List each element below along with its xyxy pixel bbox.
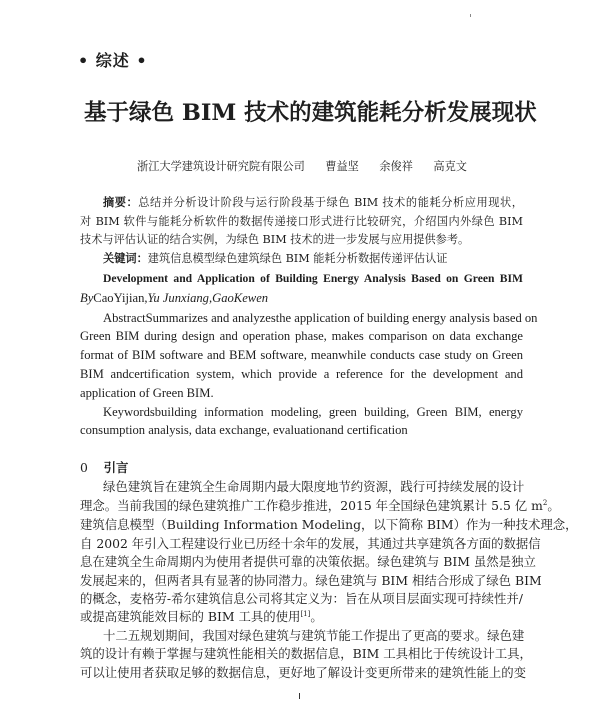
keywords-zh-line [103,253,523,264]
english-abstract-line: Green BIM during design and operation phase, makes comparison on data exchange [80,329,523,343]
author-text: CaoYijian, [93,291,148,305]
body-text: 理念。当前我国的绿色建筑推广工作稳步推进，2015 年全国绿色建筑累计 5.5 亿 m [80,498,543,513]
keywords-text: 建筑信息模型绿色建筑绿色 BIM 能耗分析数据传递评估认证 [147,252,448,265]
author-text-italic: Yu Junxiang,GaoKewen [147,291,269,305]
english-abstract-line: BIM andcertification system, which provide a reference for the development and [80,367,523,381]
affiliation-line [137,158,467,174]
body-line: 十二五规划期间，我国对绿色建筑与建筑节能工作提出了更高的要求。绿色建 [103,628,525,643]
body-text: 或提高建筑能效目标的 BIM 工具的使用 [80,609,301,624]
section-title: 引言 [103,460,129,475]
affiliation-org: 浙江大学建筑设计研究院有限公司 [137,160,305,173]
section-heading [80,462,523,474]
keywords-label: 关键词： [103,251,148,265]
english-abstract-line: AbstractSummarizes and analyzesthe application of building energy analysis based on [103,311,538,325]
english-abstract-line: format of BIM software and BEM software, meanwhile conducts case study on Green [80,348,523,362]
body-line [80,498,560,513]
superscript: 2 [542,499,548,507]
author-name: 高克文 [433,160,467,173]
english-title: Development and Application of Building Energy Analysis Based on Green BIM [103,272,523,285]
body-text: 。 [310,609,323,624]
english-abstract-line: application of Green BIM. [80,386,214,400]
english-authors [80,292,523,305]
body-line: 自 2002 年引入工程建设行业已历经十余年的发展，其通过共享建筑各方面的数据信 [80,536,541,551]
body-line: 筑的设计有赖于掌握与建筑性能相关的数据信息，BIM 工具相比于传统设计工具， [80,646,532,661]
article-title: 基于绿色 BIM 技术的建筑能耗分析发展现状 [84,100,537,126]
abstract-text: 总结并分析设计阶段与运行阶段基于绿色 BIM 技术的能耗分析应用现状， [138,196,523,209]
english-keywords-line: Keywordsbuilding information modeling, green building, Green BIM, energy [103,405,523,419]
body-line: 可以让使用者获取足够的数据信息，更好地了解设计变更所带来的建筑性能上的变 [80,665,527,680]
author-name: 余俊祥 [379,160,413,173]
abstract-label: 摘要： [103,195,139,209]
scan-mark [470,14,471,17]
english-keywords-line: consumption analysis, data exchange, evaluationand certification [80,423,408,437]
column-label: • 综述 • [78,51,148,70]
abstract-zh-line [103,197,523,208]
body-line: 建筑信息模型（Building Information Modeling，以下简称 BIM）作为一种技术理念， [80,517,578,532]
abstract-zh-line: 对 BIM 软件与能耗分析软件的数据传递接口形式进行比较研究，介绍国内外绿色 BIM [80,215,523,228]
body-line: 绿色建筑旨在建筑全生命周期内最大限度地节约资源，践行可持续发展的设计 [103,479,525,494]
citation-ref[interactable]: [1] [300,610,311,618]
section-number: 0 [80,460,88,475]
body-line: 的概念，麦格劳-希尔建筑信息公司将其定义为：旨在从项目层面实现可持续性并/ [80,591,523,606]
abstract-zh-line: 技术与评估认证的结合实例，为绿色 BIM 技术的进一步发展与应用提供参考。 [80,233,470,246]
body-line [80,611,523,623]
body-line: 发展起来的，但两者具有显著的协同潜力。绿色建筑与 BIM 相结合形成了绿色 BIM [80,573,542,588]
body-text: 。 [547,498,560,513]
page-mark [299,693,300,699]
by-label: By [80,291,94,305]
author-name: 曹益坚 [325,160,359,173]
body-line: 息在建筑全生命周期内为使用者提供可靠的决策依据。绿色建筑与 BIM 虽然是独立 [80,554,536,569]
